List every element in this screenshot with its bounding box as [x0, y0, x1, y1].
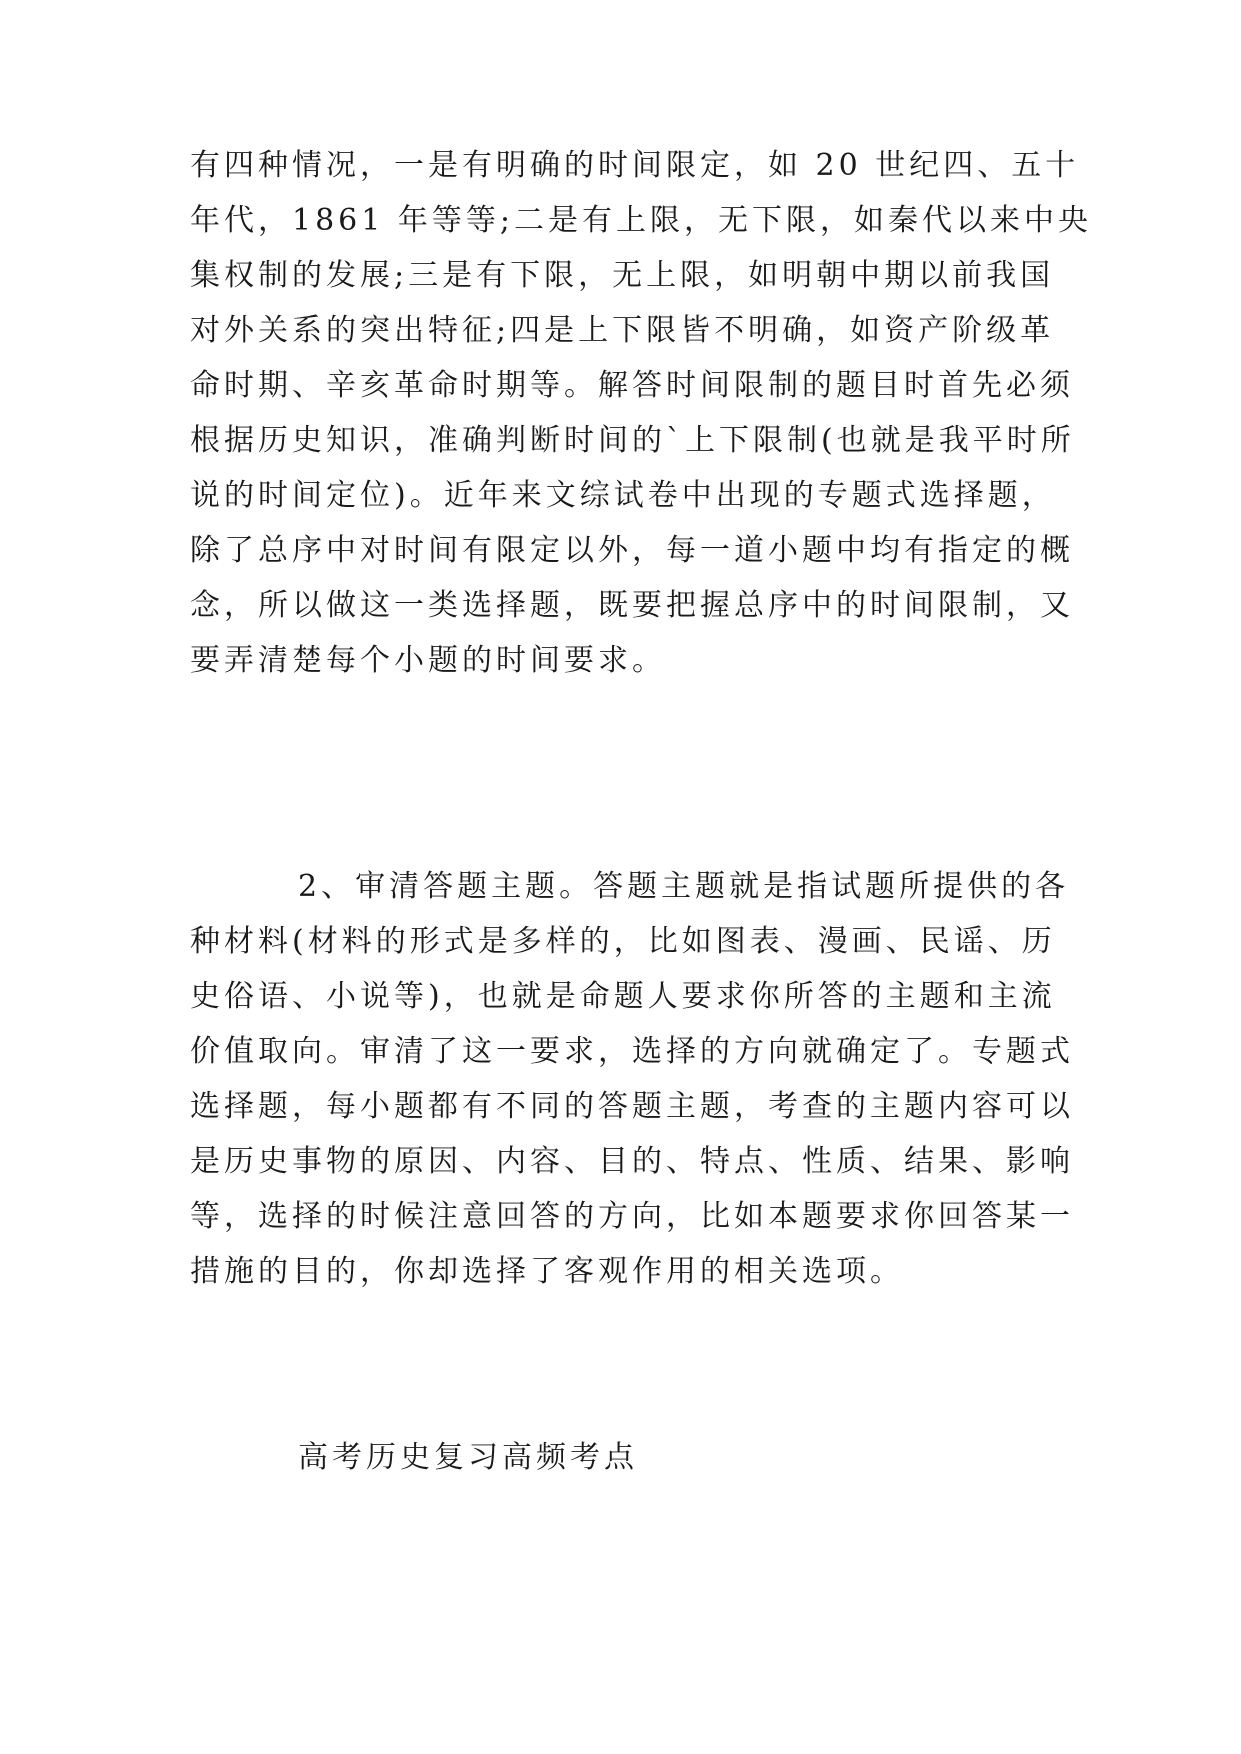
text-line: 念，所以做这一类选择题，既要把握总序中的时间限制，又 — [190, 588, 1074, 623]
text-line: 集权制的发展;三是有下限，无上限，如明朝中期以前我国 — [190, 258, 1055, 293]
text-line: 2、审清答题主题。答题主题就是指试题所提供的各 — [298, 869, 1070, 904]
text-line: 要弄清楚每个小题的时间要求。 — [190, 643, 666, 678]
text-line: 选择题，每小题都有不同的答题主题，考查的主题内容可以 — [190, 1089, 1074, 1124]
text-line: 种材料(材料的形式是多样的，比如图表、漫画、民谣、历 — [190, 924, 1056, 959]
section-heading: 高考历史复习高频考点 — [298, 1440, 638, 1475]
text-line: 说的时间定位)。近年来文综试卷中出现的专题式选择题， — [190, 478, 1056, 513]
text-line: 史俗语、小说等)，也就是命题人要求你所答的主题和主流 — [190, 979, 1056, 1014]
text-line: 是历史事物的原因、内容、目的、特点、性质、结果、影响 — [190, 1144, 1074, 1179]
text-line: 对外关系的突出特征;四是上下限皆不明确，如资产阶级革 — [190, 313, 1055, 348]
text-line: 措施的目的，你却选择了客观作用的相关选项。 — [190, 1254, 904, 1289]
text-line: 等，选择的时候注意回答的方向，比如本题要求你回答某一 — [190, 1199, 1074, 1234]
text-line: 价值取向。审清了这一要求，选择的方向就确定了。专题式 — [190, 1034, 1074, 1069]
text-line: 年代，1861 年等等;二是有上限，无下限，如秦代以来中央 — [190, 203, 1092, 238]
text-line: 除了总序中对时间有限定以外，每一道小题中均有指定的概 — [190, 533, 1074, 568]
text-line: 有四种情况，一是有明确的时间限定，如 20 世纪四、五十 — [190, 148, 1080, 183]
text-line: 命时期、辛亥革命时期等。解答时间限制的题目时首先必须 — [190, 368, 1074, 403]
text-line: 根据历史知识，准确判断时间的`上下限制(也就是我平时所 — [190, 423, 1075, 458]
